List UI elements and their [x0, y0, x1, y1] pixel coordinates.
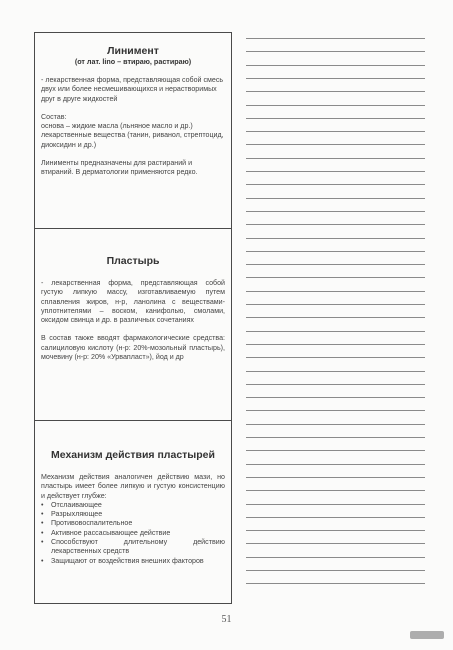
- list-item: • Противовоспалительное: [41, 519, 133, 528]
- section-subtitle: (от лат. lino – втираю, растираю): [74, 57, 192, 66]
- page-number: 51: [221, 614, 232, 625]
- note-line: [246, 158, 425, 159]
- composition-substances: лекарственные вещества (танин, риванол, стрептоцид, диоксидин и др.): [41, 131, 224, 149]
- note-line: [246, 397, 425, 398]
- note-line: [246, 144, 425, 145]
- usage-paragraph: Линименты предназначены для растираний и втираний. В дерматологии применяются редко.: [41, 159, 198, 177]
- note-line: [246, 277, 425, 278]
- bullet-icon: •: [41, 519, 44, 528]
- definition-paragraph: - лекарственная форма, представляющая собой густую липкую массу, изготавливаемую путем сплавления жиров, н-р, ланолина с веществами-уплотнителями – воском, канифолью, смолами, оксидом свинца и др. в различных сочетаниях: [41, 279, 225, 325]
- bullet-icon: •: [41, 556, 44, 565]
- note-line: [246, 131, 425, 132]
- note-line: [246, 357, 425, 358]
- note-line: [246, 51, 425, 52]
- note-line: [246, 583, 425, 584]
- section-title: Линимент: [107, 45, 159, 57]
- note-line: [246, 530, 425, 531]
- note-line: [246, 437, 425, 438]
- note-line: [246, 543, 425, 544]
- section-mechanism: [35, 420, 231, 605]
- section-title: Пластырь: [106, 255, 160, 267]
- bullet-icon: •: [41, 510, 44, 519]
- composition-heading: Состав:: [41, 112, 67, 121]
- content-box: [34, 32, 232, 604]
- note-line: [246, 557, 425, 558]
- definition-text: [41, 279, 225, 362]
- note-line: [246, 424, 425, 425]
- note-line: [246, 517, 425, 518]
- note-line: [246, 331, 425, 332]
- note-line: [246, 504, 425, 505]
- note-line: [246, 184, 425, 185]
- section-plaster: [35, 228, 231, 420]
- composition-base: основа – жидкие масла (льняное масло и др.): [41, 122, 193, 131]
- note-line: [246, 198, 425, 199]
- list-item: • Защищают от воздействия внешних факторов: [41, 556, 204, 565]
- note-line: [246, 78, 425, 79]
- note-line: [246, 304, 425, 305]
- note-line: [246, 38, 425, 39]
- note-line: [246, 384, 425, 385]
- definition-text: [41, 76, 225, 178]
- list-item: • Отслаивающее: [41, 500, 102, 509]
- intro-paragraph: Механизм действия аналогичен действию мази, но пластырь имеет более липкую и густую консистенцию и действует глубже:: [41, 473, 225, 500]
- note-line: [246, 464, 425, 465]
- additions-paragraph: В состав также вводят фармакологические средства: салициловую кислоту (н-р: 20%-мозольный пластырь), мочевину (н-р: 20% «Урвапласт»), йод и др: [41, 334, 225, 362]
- section-title: Механизм действия пластырей: [51, 449, 215, 461]
- notes-lines: [246, 38, 425, 598]
- note-line: [246, 65, 425, 66]
- definition-paragraph: - лекарственная форма, представляющая собой смесь двух или более несмешивающихся и нерастворимых друг в друге жидкостей: [41, 76, 224, 103]
- note-line: [246, 251, 425, 252]
- note-line: [246, 211, 425, 212]
- note-line: [246, 171, 425, 172]
- note-line: [246, 450, 425, 451]
- note-line: [246, 344, 425, 345]
- list-item: • Разрыхляющее: [41, 510, 103, 519]
- note-line: [246, 317, 425, 318]
- section-liniment: [35, 33, 231, 228]
- note-line: [246, 91, 425, 92]
- note-line: [246, 291, 425, 292]
- ink-mark: [410, 631, 444, 639]
- list-item: • Активное рассасывающее действие: [41, 528, 171, 537]
- note-line: [246, 105, 425, 106]
- list-item: • Способствуют длительному действию лекарственных средств: [41, 538, 225, 556]
- note-line: [246, 570, 425, 571]
- bullet-icon: •: [41, 500, 44, 509]
- note-line: [246, 410, 425, 411]
- note-line: [246, 371, 425, 372]
- note-line: [246, 238, 425, 239]
- note-line: [246, 477, 425, 478]
- bullet-icon: •: [41, 528, 44, 537]
- note-line: [246, 490, 425, 491]
- note-line: [246, 224, 425, 225]
- note-line: [246, 264, 425, 265]
- bullet-icon: •: [41, 538, 44, 547]
- mechanism-list: [41, 501, 225, 566]
- note-line: [246, 118, 425, 119]
